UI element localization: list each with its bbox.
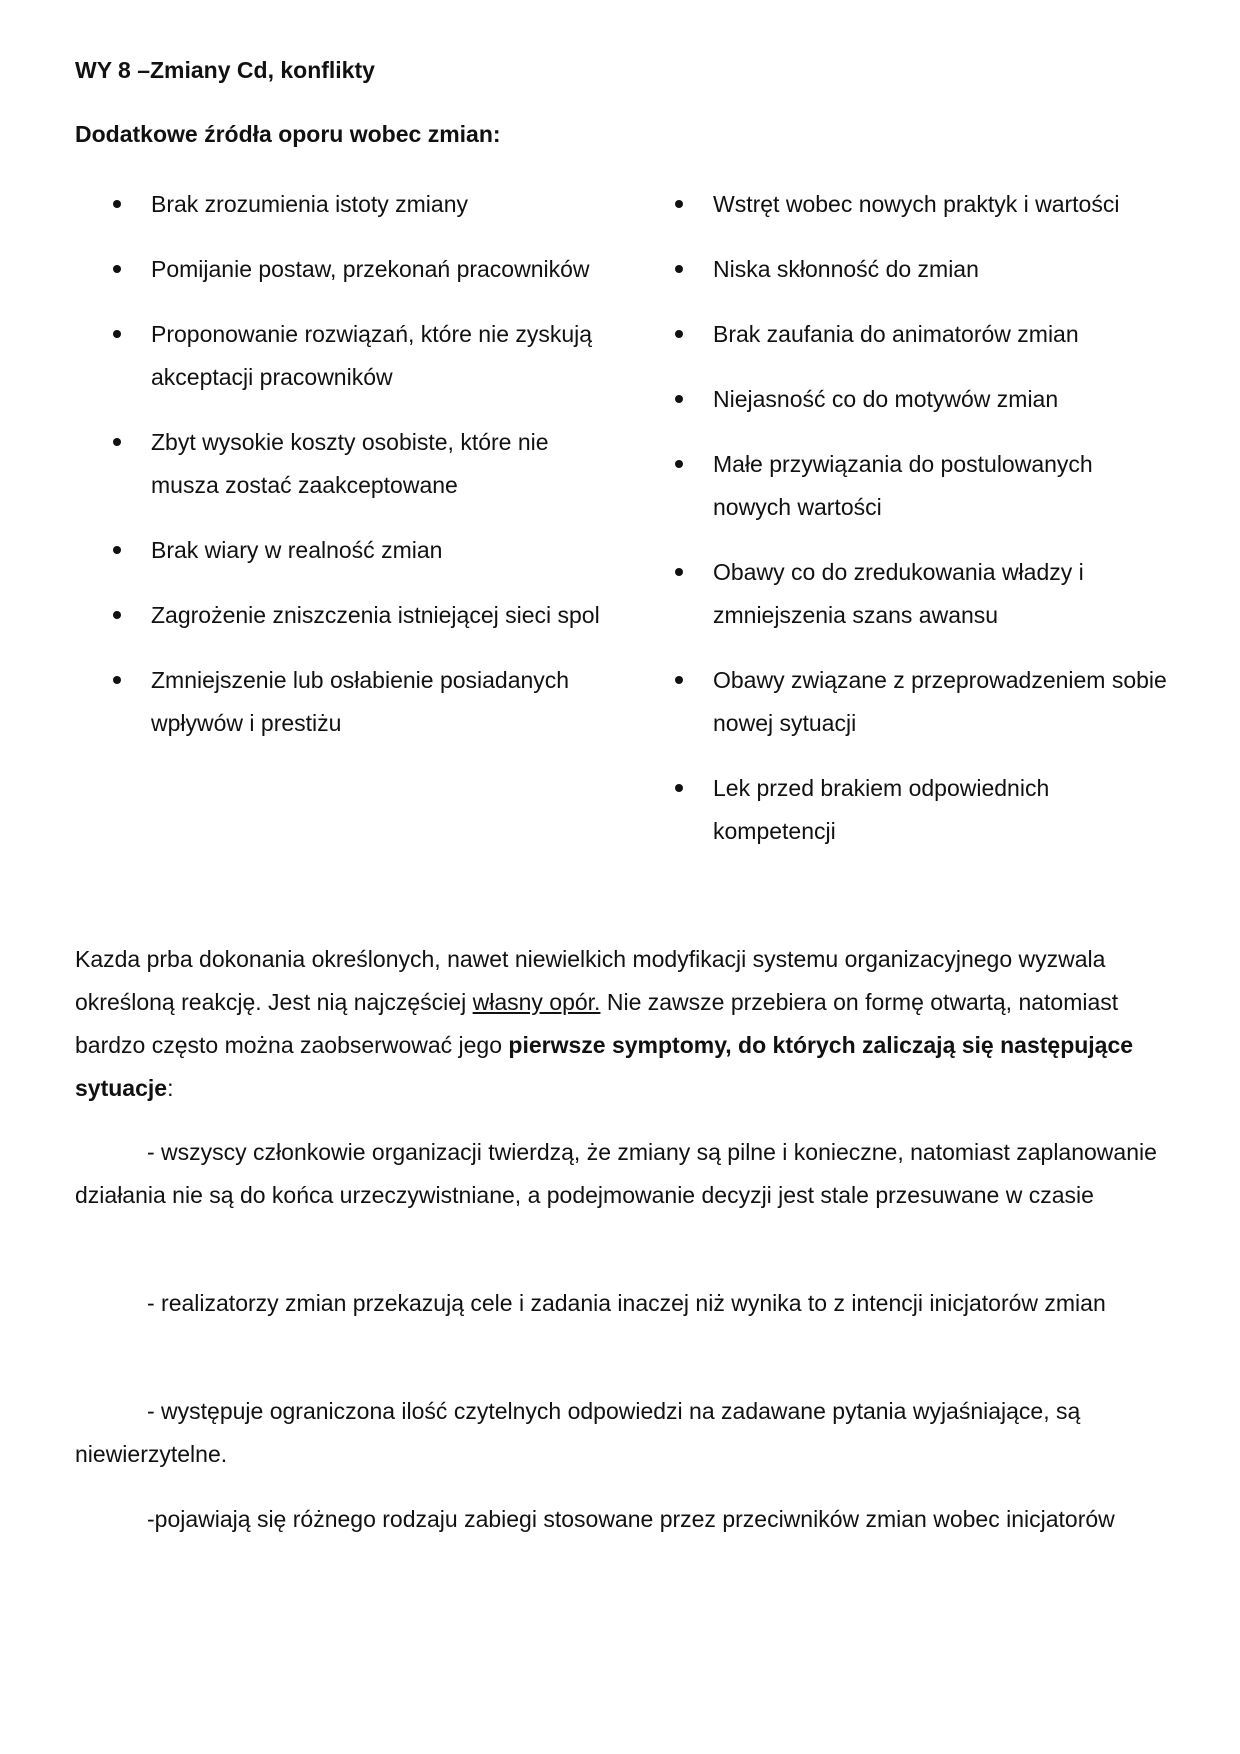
list-item-text: Brak zaufania do animatorów zmian xyxy=(713,321,1079,347)
bullet-icon xyxy=(113,200,121,208)
left-bullet-list xyxy=(113,183,613,767)
list-item xyxy=(675,767,1175,853)
bullet-icon xyxy=(113,676,121,684)
list-item-text: Pomijanie postaw, przekonań pracowników xyxy=(151,256,590,282)
paragraph-text: Nie zawsze przebiera on formę otwartą, natomiast bardzo często można zaobserwować jego xyxy=(75,989,1119,1058)
section-heading: Dodatkowe źródła oporu wobec zmian: xyxy=(75,121,501,147)
symptom-item: - realizatorzy zmian przekazują cele i zadania inaczej niż wynika to z intencji inicjatorów zmian xyxy=(147,1290,1106,1316)
list-item xyxy=(113,659,613,745)
list-item-text: Obawy co do zredukowania władzy i zmniejszenia szans awansu xyxy=(713,559,1084,628)
body-paragraph xyxy=(75,938,1165,1110)
list-item-text: Zbyt wysokie koszty osobiste, które nie musza zostać zaakceptowane xyxy=(151,429,549,498)
list-item xyxy=(113,248,613,291)
paragraph-text: Kazda prba dokonania określonych, nawet niewielkich modyfikacji systemu organizacyjnego wyzwala określoną reakcję. Jest nią najczęściej xyxy=(75,946,1106,1015)
bullet-icon xyxy=(675,330,683,338)
list-item-text: Brak zrozumienia istoty zmiany xyxy=(151,191,468,217)
list-item-text: Lek przed brakiem odpowiednich kompetencji xyxy=(713,775,1050,844)
bullet-icon xyxy=(675,784,683,792)
list-item xyxy=(675,313,1175,356)
bullet-icon xyxy=(113,546,121,554)
list-item xyxy=(675,248,1175,291)
list-item xyxy=(113,313,613,399)
list-item-text: Obawy związane z przeprowadzeniem sobie nowej sytuacji xyxy=(713,667,1167,736)
bullet-icon xyxy=(675,200,683,208)
bullet-icon xyxy=(675,265,683,273)
list-item xyxy=(675,443,1175,529)
symptom-item: - występuje ograniczona ilość czytelnych odpowiedzi na zadawane pytania wyjaśniające, są niewierzytelne. xyxy=(75,1398,1081,1467)
list-item-text: Małe przywiązania do postulowanych nowych wartości xyxy=(713,451,1093,520)
bullet-icon xyxy=(675,395,683,403)
list-item xyxy=(113,421,613,507)
bullet-icon xyxy=(113,438,121,446)
list-item-text: Zmniejszenie lub osłabienie posiadanych wpływów i prestiżu xyxy=(151,667,570,736)
list-item xyxy=(675,551,1175,637)
bullet-icon xyxy=(113,611,121,619)
bullet-icon xyxy=(113,265,121,273)
list-item xyxy=(675,183,1175,226)
list-item-text: Wstręt wobec nowych praktyk i wartości xyxy=(713,191,1120,217)
list-item xyxy=(113,183,613,226)
bullet-icon xyxy=(675,568,683,576)
list-item xyxy=(675,378,1175,421)
paragraph-text: : xyxy=(167,1075,174,1101)
bullet-icon xyxy=(675,460,683,468)
list-item-text: Niska skłonność do zmian xyxy=(713,256,979,282)
bold-phrase: pierwsze symptomy, do których zaliczają się następujące sytuacje xyxy=(75,1032,1134,1101)
right-bullet-list xyxy=(675,183,1175,875)
underlined-phrase: własny opór. xyxy=(472,989,601,1015)
list-item xyxy=(113,529,613,572)
list-item xyxy=(113,594,613,637)
list-item-text: Zagrożenie zniszczenia istniejącej sieci spol xyxy=(151,602,600,628)
list-item-text: Brak wiary w realność zmian xyxy=(151,537,443,563)
symptom-item: - wszyscy członkowie organizacji twierdzą, że zmiany są pilne i konieczne, natomiast zaplanowanie działania nie są do końca urzeczywistniane, a podejmowanie decyzji jest stale przesuwane w czasie xyxy=(75,1139,1157,1208)
list-item-text: Niejasność co do motywów zmian xyxy=(713,386,1059,412)
bullet-icon xyxy=(113,330,121,338)
symptom-item: -pojawiają się różnego rodzaju zabiegi stosowane przez przeciwników zmian wobec inicjatorów xyxy=(147,1506,1115,1532)
list-item-text: Proponowanie rozwiązań, które nie zyskują akceptacji pracowników xyxy=(151,321,593,390)
bullet-icon xyxy=(675,676,683,684)
document-title: WY 8 –Zmiany Cd, konflikty xyxy=(75,57,375,83)
list-item xyxy=(675,659,1175,745)
